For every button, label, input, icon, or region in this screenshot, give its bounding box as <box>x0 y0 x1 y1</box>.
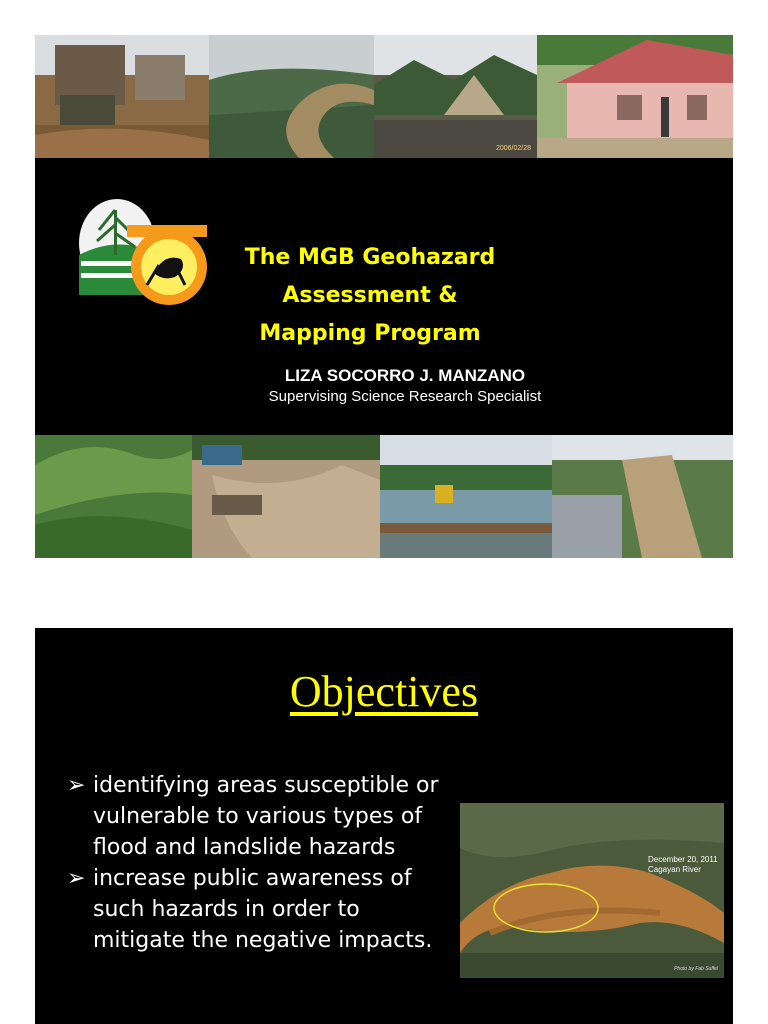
photo-pink-building <box>537 35 733 158</box>
title-slide <box>35 35 733 558</box>
photo-landslide-town <box>552 435 733 558</box>
objectives-list <box>67 770 447 956</box>
photo-people-crossing-river <box>380 435 552 558</box>
photo-caption <box>648 855 718 875</box>
mgb-logo <box>79 195 207 307</box>
objectives-title: Objectives <box>289 667 479 716</box>
presentation-title-line-2: Mapping Program <box>259 321 481 346</box>
presentation-title-line-1: The MGB Geohazard Assessment & <box>244 245 496 308</box>
photo-caption-place: Cagayan River <box>648 865 701 874</box>
presenter-role: Supervising Science Research Specialist <box>268 388 542 405</box>
list-item <box>67 770 447 863</box>
presenter-name: LIZA SOCORRO J. MANZANO <box>284 366 526 385</box>
presentation-title <box>205 239 535 353</box>
objective-text: identifying areas susceptible or vulnerable to various types of flood and landslide hazards <box>93 773 439 860</box>
photo-flood-debris-street <box>35 35 209 158</box>
list-item <box>67 863 447 956</box>
objectives-slide <box>35 628 733 1024</box>
photo-river-valley <box>209 35 374 158</box>
photo-date-stamp: 2006/02/28 <box>495 145 531 152</box>
photo-aerial-cagayan-river <box>460 803 724 978</box>
photo-mud-flow-village <box>192 435 380 558</box>
photo-credit: Photo by Fab Suffel <box>674 966 718 972</box>
objective-text: increase public awareness of such hazards in order to mitigate the negative impacts. <box>93 866 433 953</box>
photo-landslide-mountain <box>374 35 537 158</box>
presenter-block <box>235 365 575 407</box>
photo-green-hills <box>35 435 192 558</box>
arrow-bullet-icon: ➢ <box>67 866 86 891</box>
arrow-bullet-icon: ➢ <box>67 773 86 798</box>
photo-caption-date: December 20, 2011 <box>648 855 718 864</box>
